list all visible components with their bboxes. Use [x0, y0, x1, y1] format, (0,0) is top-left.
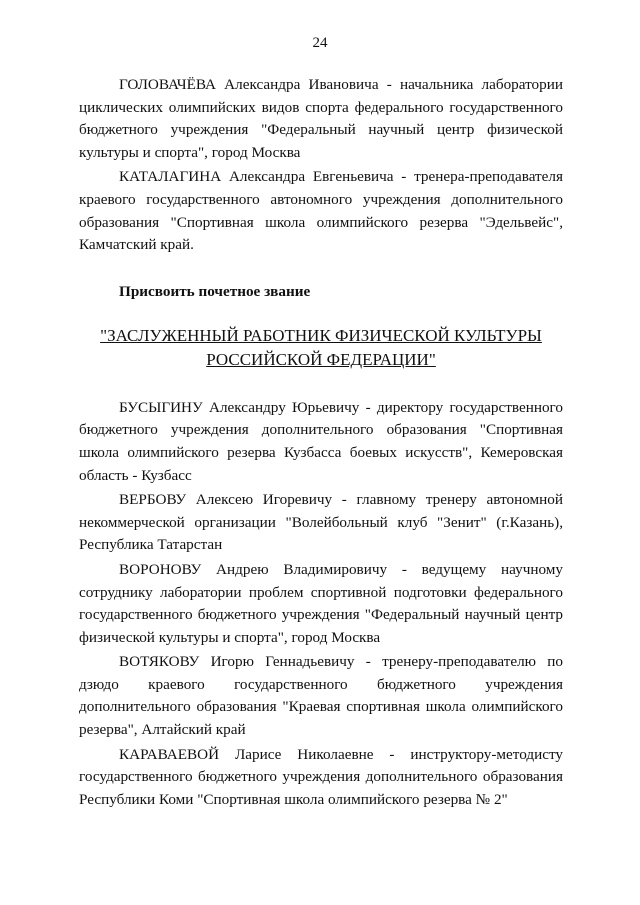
- paragraph-busygin: БУСЫГИНУ Александру Юрьевичу - директору государственного бюджетного учреждения дополнительного образования "Спортивная школа олимпийского резерва Кузбасса боевых искусств", Кемеровская область - Кузбасс: [79, 398, 563, 484]
- award-title-line-2: РОССИЙСКОЙ ФЕДЕРАЦИИ": [206, 349, 436, 369]
- section-heading: Присвоить почетное звание: [119, 282, 311, 300]
- paragraph-votyakov: ВОТЯКОВУ Игорю Геннадьевичу - тренеру-преподавателю по дзюдо краевого государственного бюджетного учреждения дополнительного образования "Краевая спортивная школа олимпийского резерва", Алтайский край: [79, 653, 563, 739]
- award-entries-list: [79, 397, 563, 812]
- award-title: [79, 324, 563, 372]
- paragraph-katalagin: КАТАЛАГИНА Александра Евгеньевича - тренера-преподавателя краевого государственного автономного учреждения дополнительного образования "Спортивная школа олимпийского резерва "Эдельвейс", Камчатский край.: [79, 168, 563, 254]
- document-body: [79, 74, 563, 813]
- award-title-line-1: "ЗАСЛУЖЕННЫЙ РАБОТНИК ФИЗИЧЕСКОЙ КУЛЬТУРЫ: [100, 325, 542, 345]
- paragraph-golovachev: ГОЛОВАЧЁВА Александра Ивановича - начальника лаборатории циклических олимпийских видов спорта федерального государственного бюджетного учреждения "Федеральный научный центр физической культуры и спорта", город Москва: [79, 76, 563, 161]
- page-number: 24: [312, 35, 328, 51]
- paragraph-verbov: ВЕРБОВУ Алексею Игоревичу - главному тренеру автономной некоммерческой организации "Волейбольный клуб "Зенит" (г.Казань), Республика Татарстан: [79, 491, 563, 554]
- paragraph-voronov: ВОРОНОВУ Андрею Владимировичу - ведущему научному сотруднику лаборатории проблем спортивной подготовки федерального государственного бюджетного учреждения "Федеральный научный центр физической культуры и спорта", город Москва: [79, 560, 563, 646]
- paragraph-karavaeva: КАРАВАЕВОЙ Ларисе Николаевне - инструктору-методисту государственного бюджетного учреждения дополнительного образования Республики Коми "Спортивная школа олимпийского резерва № 2": [79, 745, 563, 808]
